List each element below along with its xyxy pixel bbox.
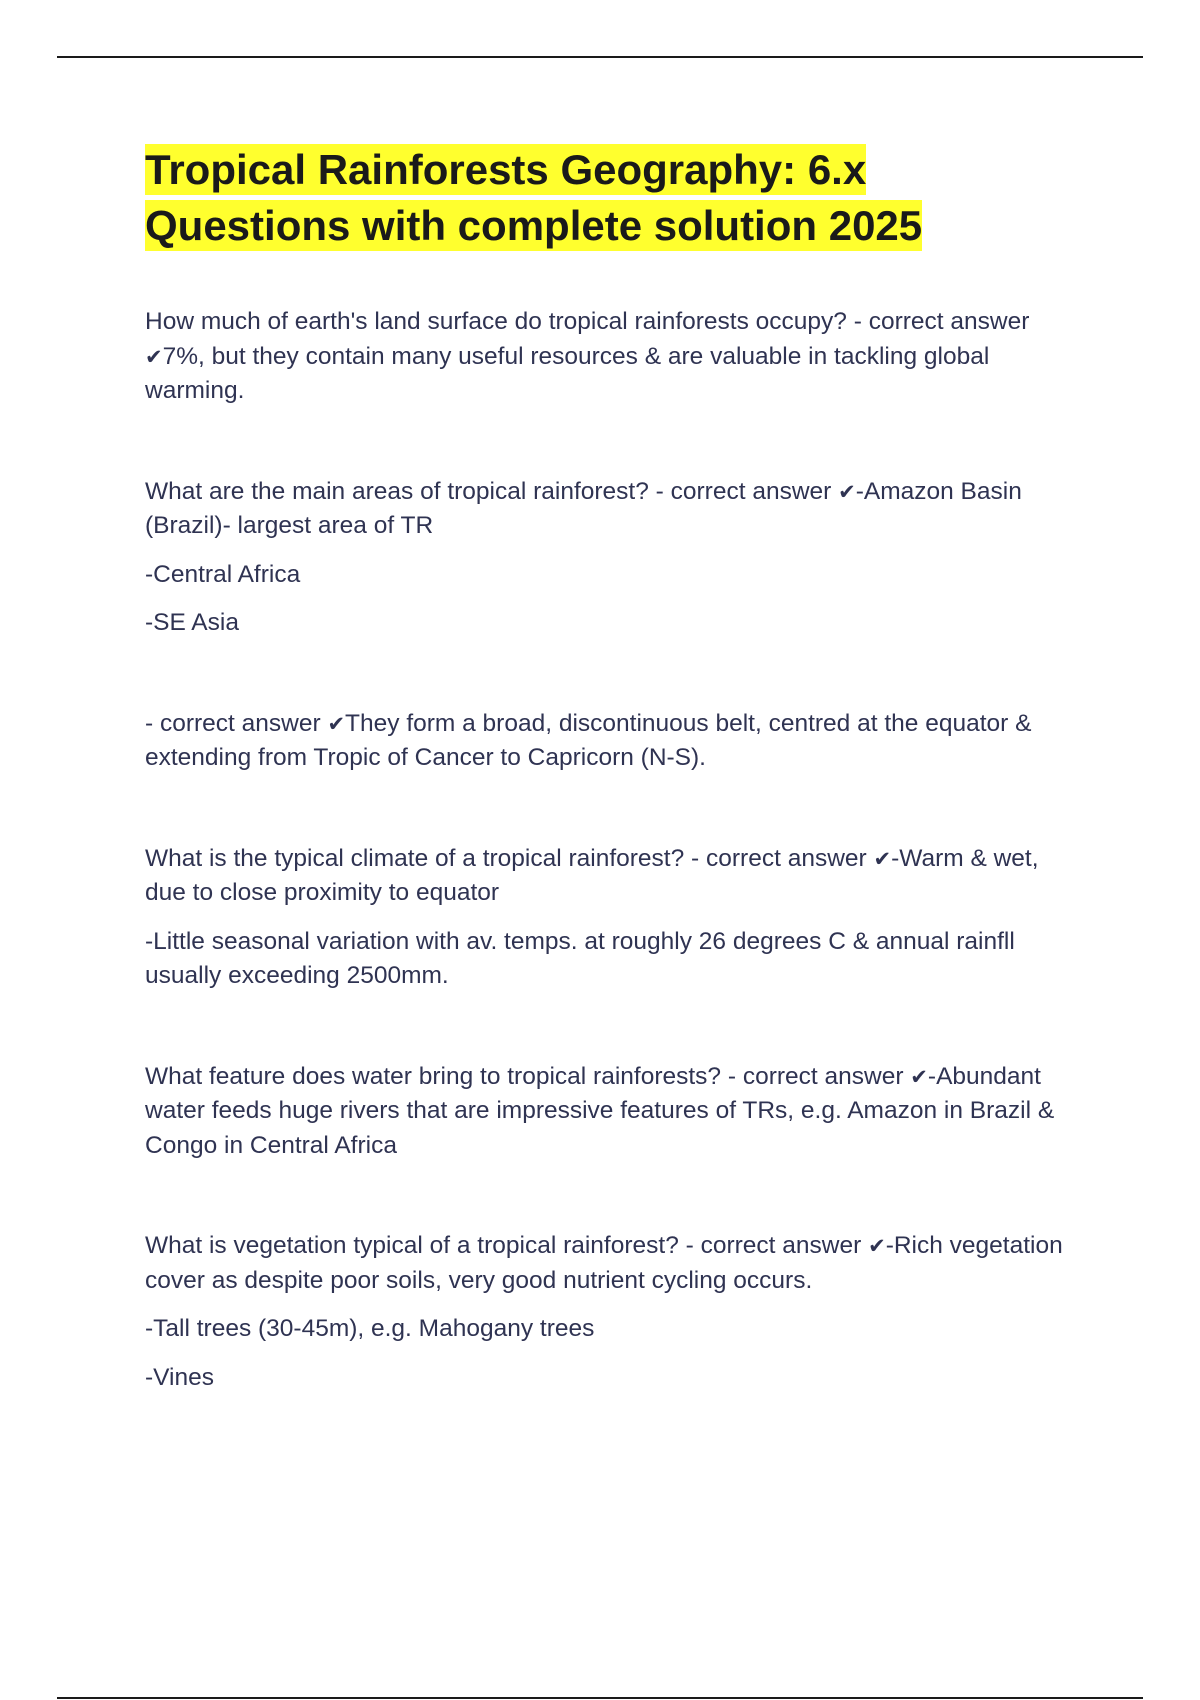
question-text: What is vegetation typical of a tropical rainforest? <box>145 1232 679 1259</box>
question-text: How much of earth's land surface do tropical rainforests occupy? <box>145 308 847 335</box>
qa-item <box>145 475 1080 641</box>
qa-text <box>145 305 1080 409</box>
checkmark-icon: ✔ <box>873 846 892 871</box>
qa-text <box>145 475 1080 544</box>
answer-text: -Amazon Basin (Brazil)- largest area of TR <box>145 477 1022 539</box>
qa-text <box>145 1060 1080 1164</box>
checkmark-icon: ✔ <box>838 479 856 504</box>
answer-text: 7%, but they contain many useful resources & are valuable in tackling global warming. <box>145 342 990 404</box>
answer-marker: - correct answer <box>684 844 874 872</box>
checkmark-icon: ✔ <box>910 1064 928 1089</box>
answer-line: -Central Africa <box>145 560 301 588</box>
question-text: What feature does water bring to tropical rainforests? <box>145 1062 722 1090</box>
checkmark-icon: ✔ <box>145 344 163 369</box>
qa-text <box>145 707 1080 776</box>
question-text: What is the typical climate of a tropical rainforest? <box>145 844 685 872</box>
answer-marker: - correct answer <box>721 1062 911 1090</box>
qa-item <box>145 305 1080 409</box>
qa-text <box>145 1229 1080 1298</box>
answer-text: -Rich vegetation cover as despite poor soils, very good nutrient cycling occurs. <box>145 1232 1063 1294</box>
checkmark-icon: ✔ <box>327 711 346 736</box>
qa-item <box>145 707 1080 776</box>
answer-line: -Tall trees (30-45m), e.g. Mahogany trees <box>145 1315 595 1342</box>
top-divider <box>57 56 1143 58</box>
checkmark-icon: ✔ <box>868 1234 886 1258</box>
answer-line: -Little seasonal variation with av. temps. at roughly 26 degrees C & annual rainfll usually exceeding 2500mm. <box>145 927 1015 989</box>
qa-list <box>145 305 1080 1461</box>
qa-item <box>145 842 1080 994</box>
answer-marker: - correct answer <box>678 1232 869 1259</box>
qa-text <box>145 842 1080 911</box>
answer-marker: - correct answer <box>648 477 839 505</box>
answer-text: -Warm & wet, due to close proximity to equator <box>145 844 1039 906</box>
bottom-divider <box>57 1697 1143 1699</box>
answer-line: -Vines <box>145 1363 215 1391</box>
answer-line: -SE Asia <box>145 609 239 636</box>
answer-marker: - correct answer <box>846 308 1030 335</box>
qa-item <box>145 1060 1080 1164</box>
answer-text: -Abundant water feeds huge rivers that are impressive features of TRs, e.g. Amazon in Brazil & Congo in Central Africa <box>145 1062 1055 1159</box>
answer-text: They form a broad, discontinuous belt, centred at the equator & extending from Tropic of Cancer to Capricorn (N-S). <box>145 709 1032 771</box>
answer-marker: - correct answer <box>145 709 328 737</box>
page-title <box>145 142 1075 254</box>
question-text: What are the main areas of tropical rainforest? <box>145 477 649 505</box>
title-highlight: Tropical Rainforests Geography: 6.x Questions with complete solution 2025 <box>145 146 923 249</box>
qa-item <box>145 1229 1080 1395</box>
